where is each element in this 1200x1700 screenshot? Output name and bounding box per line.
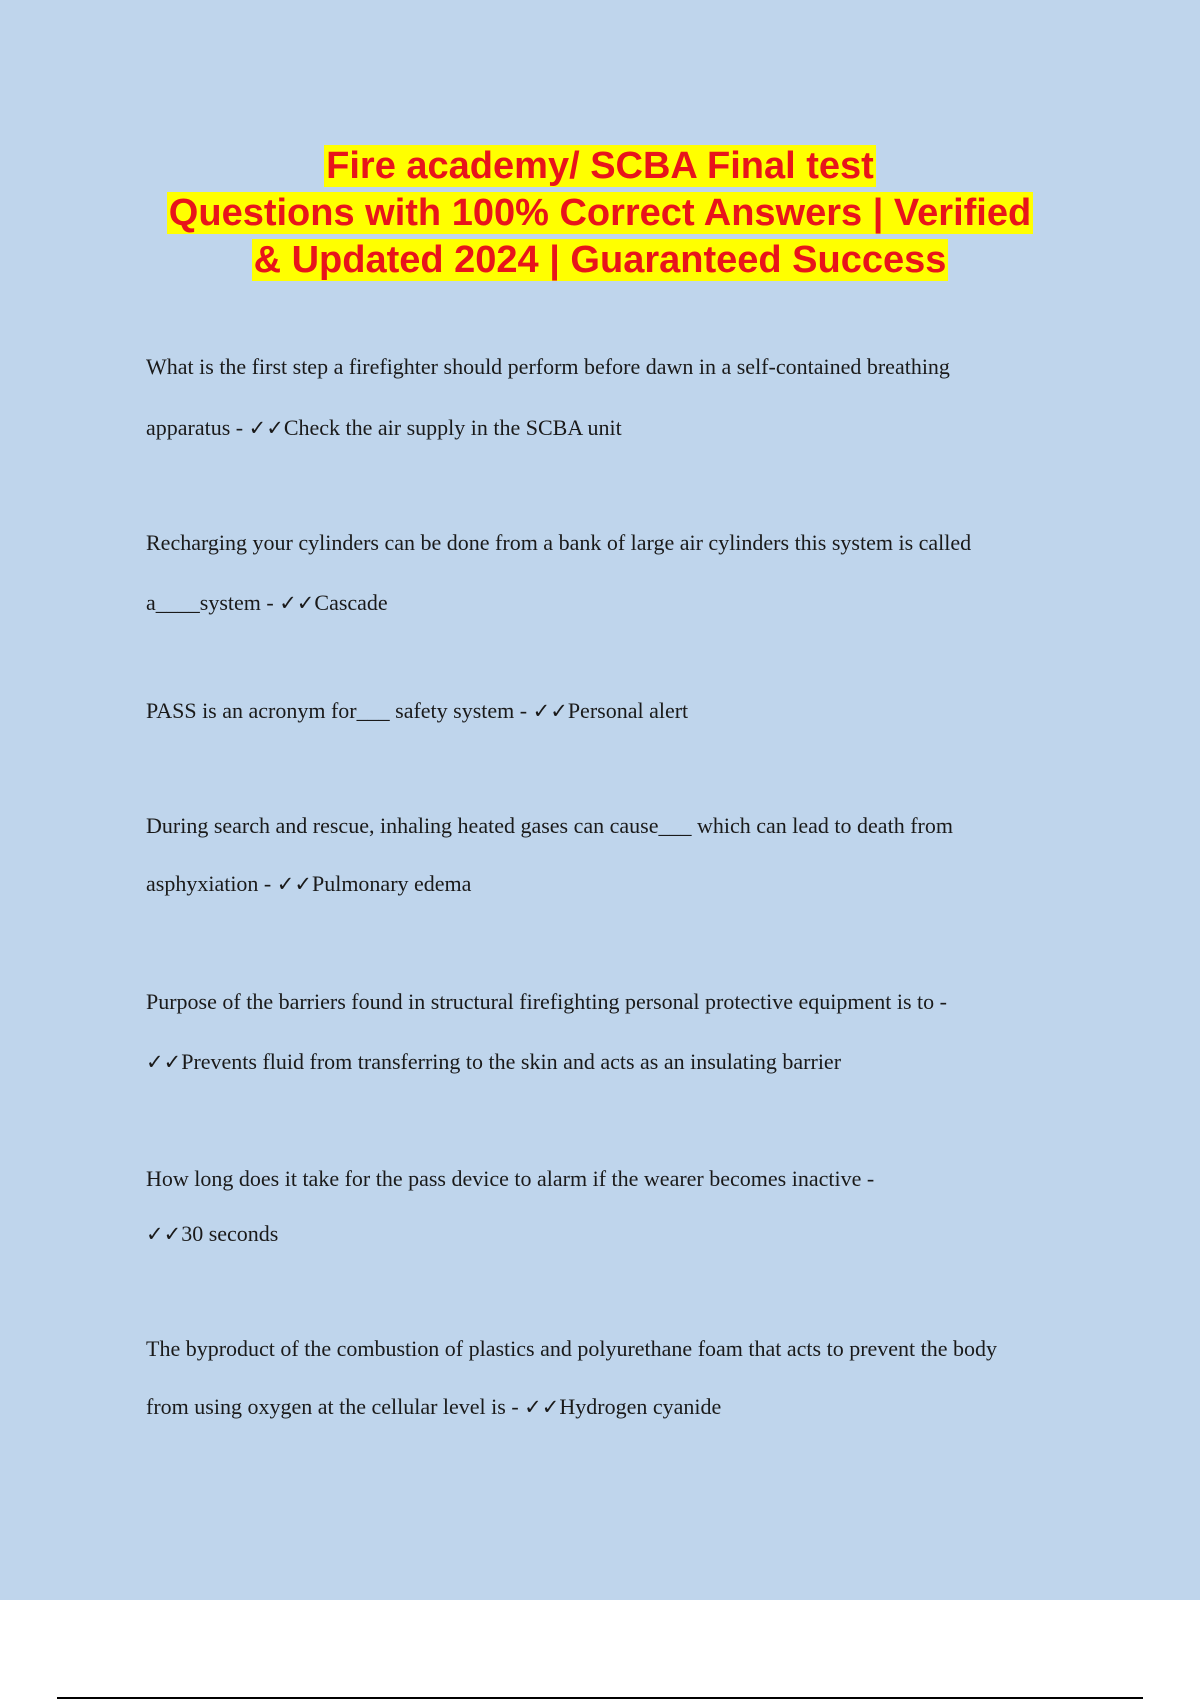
question-text-continued: asphyxiation - — [146, 871, 277, 896]
question-text-continued: from using oxygen at the cellular level is - — [146, 1394, 525, 1419]
title-line-text: Questions with 100% Correct Answers | Verified — [168, 192, 1032, 234]
question-text: What is the first step a firefighter should perform before dawn in a self-contained breathing — [146, 354, 950, 379]
question-text: PASS is an acronym for___ safety system - — [146, 698, 533, 723]
question-text: During search and rescue, inhaling heated gases can cause___ which can lead to death from — [146, 813, 953, 838]
question-answer-line — [146, 1032, 1086, 1092]
answer-text: 30 seconds — [181, 1221, 279, 1246]
question-text: Recharging your cylinders can be done from a bank of large air cylinders this system is called — [146, 530, 972, 555]
question-text: The byproduct of the combustion of plastics and polyurethane foam that acts to prevent the body — [146, 1336, 998, 1361]
double-check-icon: ✓✓ — [146, 1222, 182, 1246]
answer-text: Cascade — [314, 590, 388, 615]
answer-text: Check the air supply in the SCBA unit — [283, 415, 622, 440]
question-answer-line — [146, 1206, 1086, 1262]
question-item — [146, 513, 1086, 633]
double-check-icon: ✓✓ — [532, 699, 568, 723]
question-item — [146, 691, 1086, 731]
document-title — [0, 143, 1200, 284]
title-line-text: & Updated 2024 | Guaranteed Success — [253, 239, 947, 281]
answer-text: Pulmonary edema — [311, 871, 472, 896]
question-item — [146, 336, 1086, 459]
question-item — [146, 1320, 1086, 1436]
question-item — [146, 972, 1086, 1092]
answer-text: Prevents fluid from transferring to the skin and acts as an insulating barrier — [181, 1049, 842, 1074]
double-check-icon: ✓✓ — [279, 591, 315, 615]
question-text: How long does it take for the pass device to alarm if the wearer becomes inactive - — [146, 1166, 875, 1191]
title-line — [0, 143, 1200, 190]
answer-text: Personal alert — [567, 698, 689, 723]
title-line — [0, 190, 1200, 237]
title-line-text: Fire academy/ SCBA Final test — [326, 145, 874, 187]
question-answer-line — [146, 573, 1086, 633]
footer-divider — [57, 1697, 1143, 1699]
double-check-icon: ✓✓ — [276, 872, 312, 896]
double-check-icon: ✓✓ — [146, 1050, 182, 1074]
double-check-icon: ✓✓ — [524, 1395, 560, 1419]
question-answer-line — [146, 855, 1086, 913]
double-check-icon: ✓✓ — [248, 416, 284, 440]
question-text-continued: a____system - — [146, 590, 280, 615]
answer-text: Hydrogen cyanide — [559, 1394, 722, 1419]
question-text-continued: apparatus - — [146, 415, 249, 440]
question-answer-line — [146, 1378, 1086, 1436]
question-text: Purpose of the barriers found in structural firefighting personal protective equipment is to - — [146, 989, 947, 1014]
question-answer-line — [146, 691, 1086, 731]
question-answer-line — [146, 397, 1086, 459]
question-item — [146, 1151, 1086, 1262]
title-line — [0, 237, 1200, 284]
question-item — [146, 797, 1086, 913]
